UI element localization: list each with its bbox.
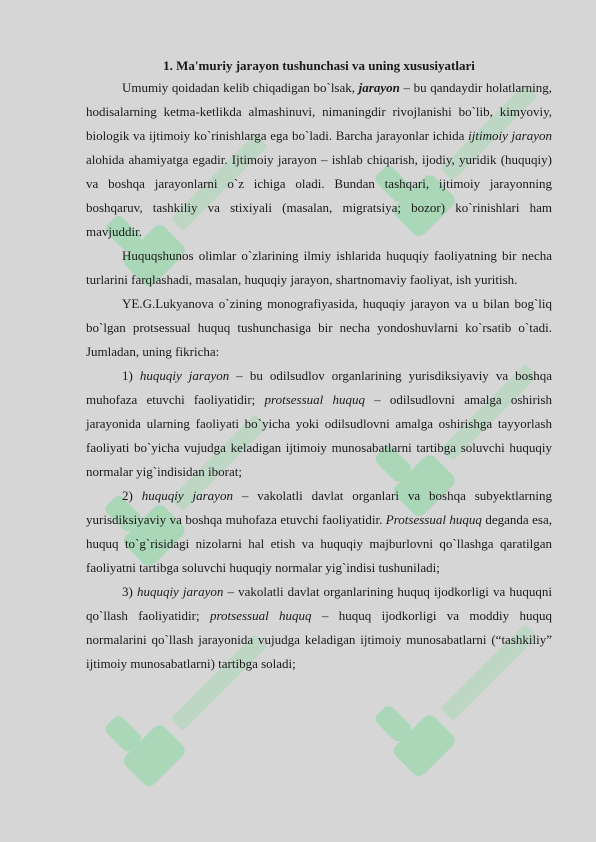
list-item-1-text-e: – odilsudlovni amalga oshirish jarayonida ularning faoliyati bo`yicha yoki odilsudlovni amalga oshirishga tayyorlash faoliyati bo`yicha vujudga keladigan ijtimoiy munosabatlarni tartibga soluvchi huquqiy normalar yig`indisidan iborat; — [86, 392, 552, 479]
paragraph-1-text-c: – bu qandaydir holatlarning, hodisalarning ketma-ketlikda almashinuvi, nimaningdir rivojlanishi bo`lib, kimyoviy, biologik va ijtimoiy ko`rinishlarga ega bo`ladi. Barcha jarayonlar ichida — [86, 80, 552, 143]
paragraph-3: YE.G.Lukyanova o`zining monografiyasida, huquqiy jarayon va u bilan bog`liq bo`lgan protsessual huquq tushunchasiga bir necha yondoshuvlarni ko`rsatib o`tadi. Jumladan, uning fikricha: — [86, 296, 552, 359]
section-title: 1. Ma'muriy jarayon tushunchasi va uning xususiyatlari — [163, 58, 475, 73]
term-huquqiy-jarayon: huquqiy jarayon — [136, 584, 224, 599]
list-item-1-number: 1) — [122, 368, 140, 383]
document-body — [86, 56, 552, 676]
paragraph-1 — [86, 76, 552, 244]
paragraph-1-text-a: Umumiy qoidadan kelib chiqadigan bo`lsak, — [122, 80, 359, 95]
list-item-1-text-c: – bu odilsudlov organlarining yurisdiksiyaviy va boshqa muhofaza etuvchi faoliyatidir; — [86, 368, 552, 407]
list-item-3-number: 3) — [122, 584, 137, 599]
term-ijtimoiy-jarayon: ijtimoiy jarayon — [468, 128, 552, 143]
term-huquqiy-jarayon: huquqiy jarayon — [141, 488, 233, 503]
term-protsessual-huquq: Protsessual huquq — [385, 512, 482, 527]
list-item-3-text-c: – vakolatli davlat organlarining huquq ijodkorligi va huquqni qo`llash faoliyatidir; — [86, 584, 552, 623]
list-item-2-text-e: deganda esa, huquq to`g`risidagi nizolarni hal etish va huquqiy majburlovni qo`llashga qaratilgan faoliyatni tartibga soluvchi huquqiy normalar yig`indisi tushuniladi; — [86, 512, 552, 575]
term-protsessual-huquq: protsessual huquq — [264, 392, 365, 407]
term-protsessual-huquq: protsessual huquq — [209, 608, 312, 623]
paragraph-1-text-e: alohida ahamiyatga egadir. Ijtimoiy jarayon – ishlab chiqarish, ijodiy, yuridik (huquqiy) va boshqa jarayonlarni o`z ichiga oladi. Bundan tashqari, ijtimoiy jarayonning boshqaruv, tashkiliy va stixiyali (masalan, migratsiya; bozor) ko`rinishlari ham mavjuddir. — [86, 152, 552, 239]
list-item-3 — [86, 580, 552, 676]
list-item-2-number: 2) — [122, 488, 142, 503]
term-jarayon: jarayon — [358, 80, 400, 95]
list-item-1 — [86, 364, 552, 484]
term-huquqiy-jarayon: huquqiy jarayon — [139, 368, 230, 383]
list-item-2 — [86, 484, 552, 580]
list-item-3-text-e: – huquq ijodkorligi va moddiy huquq normalarini qo`llash jarayonida vujudga keladigan ijtimoiy munosabatlarni (“tashkiliy” ijtimoiy munosabatlarni) tartibga soladi; — [86, 608, 552, 671]
list-item-2-text-c: – vakolatli davlat organlari va boshqa subyektlarning yurisdiksiyaviy va boshqa muhofaza etuvchi faoliyatidir. — [86, 488, 552, 527]
paragraph-2: Huquqshunos olimlar o`zlarining ilmiy ishlarida huquqiy faoliyatning bir necha turlarini farqlashadi, masalan, huquqiy jarayon, shartnomaviy faoliyat, ish yuritish. — [86, 248, 552, 287]
